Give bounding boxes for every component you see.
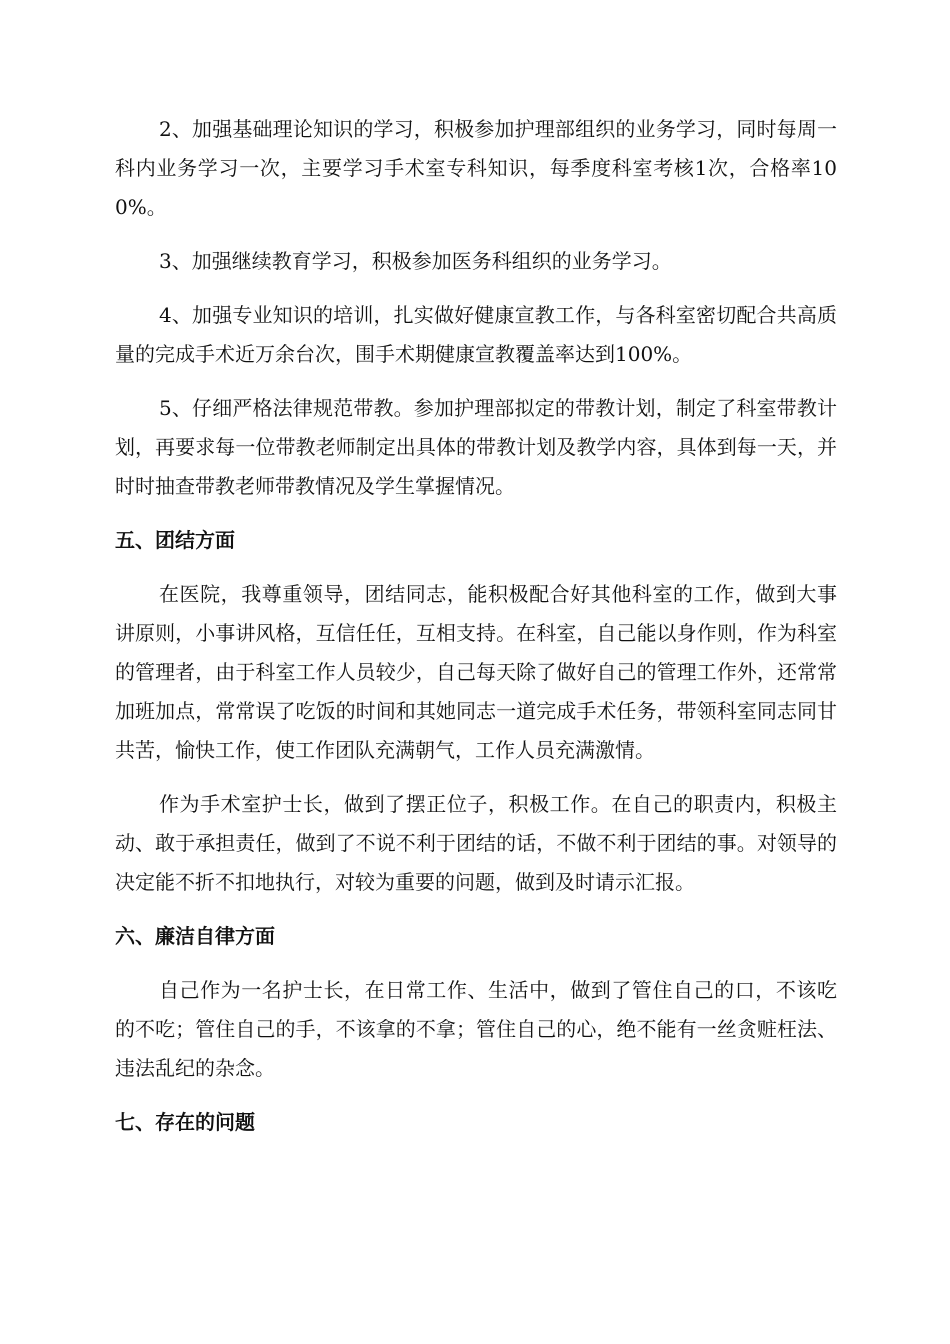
paragraph-unity-head-nurse: 作为手术室护士长，做到了摆正位子，积极工作。在自己的职责内，积极主动、敢于承担责任，做到了不说不利于团结的话，不做不利于团结的事。对领导的决定能不折不扣地执行，对较为重要的问题，做到及时请示汇报。 <box>115 792 837 894</box>
section-heading-unity: 五、团结方面 <box>115 528 235 552</box>
paragraph-item-5: 5、仔细严格法律规范带教。参加护理部拟定的带教计划，制定了科室带教计划，再要求每一位带教老师制定出具体的带教计划及教学内容，具体到每一天，并时时抽查带教老师带教情况及学生掌握情况。 <box>115 396 837 498</box>
paragraph-unity-hospital: 在医院，我尊重领导，团结同志，能积极配合好其他科室的工作，做到大事讲原则，小事讲风格，互信任任，互相支持。在科室，自己能以身作则，作为科室的管理者，由于科室工作人员较少，自己每天除了做好自己的管理工作外，还常常加班加点，常常误了吃饭的时间和其她同志一道完成手术任务，带领科室同志同甘共苦，愉快工作，使工作团队充满朝气，工作人员充满激情。 <box>115 582 837 762</box>
section-heading-problems: 七、存在的问题 <box>115 1110 255 1134</box>
paragraph-item-3: 3、加强继续教育学习，积极参加医务科组织的业务学习。 <box>159 249 672 273</box>
paragraph-integrity: 自己作为一名护士长，在日常工作、生活中，做到了管住自己的口，不该吃的不吃；管住自己的手，不该拿的不拿；管住自己的心，绝不能有一丝贪赃枉法、违法乱纪的杂念。 <box>115 978 837 1080</box>
paragraph-item-4: 4、加强专业知识的培训，扎实做好健康宣教工作，与各科室密切配合共高质量的完成手术近万余台次，围手术期健康宣教覆盖率达到100%。 <box>115 303 837 366</box>
paragraph-item-2: 2、加强基础理论知识的学习，积极参加护理部组织的业务学习，同时每周一科内业务学习一次，主要学习手术室专科知识，每季度科室考核1次，合格率100%。 <box>115 117 837 219</box>
document-body <box>115 110 837 1157</box>
section-heading-integrity: 六、廉洁自律方面 <box>115 924 275 948</box>
